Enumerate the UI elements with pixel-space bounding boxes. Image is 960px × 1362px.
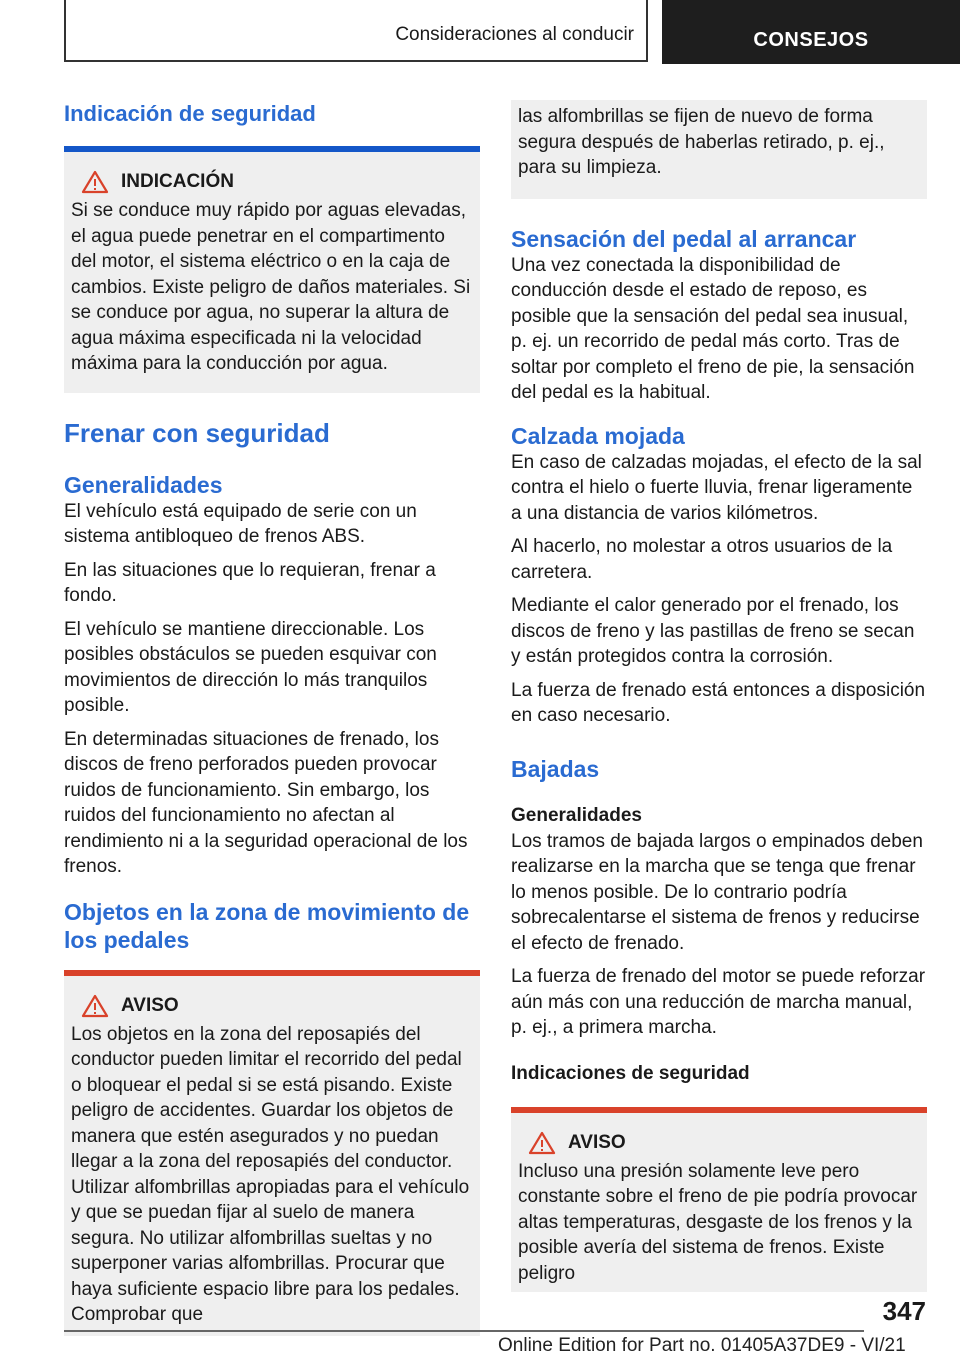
notice-text: Si se conduce muy rápido por aguas elevadas, el agua puede penetrar en el compartimento del motor, el sistema eléctrico o en la caja de cambios. Existe peligro de daños materiales. Si se conduce por agua, no superar la altura de agua máxima especificada ni la velocidad máxima para la conducción por agua. — [71, 200, 471, 374]
warning-text: Incluso una presión solamente leve pero constante sobre el freno de pie podría provocar altas temperaturas, desgaste de los frenos y la posible avería del sistema de frenos. Existe peligro — [518, 1160, 918, 1284]
downhill-subheading: Generalidades — [511, 804, 642, 826]
warning-text: Los objetos en la zona del reposapiés del conductor pueden limitar el recorrido del pedal o bloquear el pedal si se está pisando. Existe peligro de accidentes. Guardar los objetos de manera que estén asegurados y no puedan llegar a la zona del reposapiés del conductor. Utilizar alfombrillas apropiadas para el vehículo y que se puedan fijar al suelo de manera segura. No utilizar alfombrillas sueltas y no superponer varias alfombrillas. Procurar que haya suficiente espacio libre para los pedales. Comprobar que — [71, 1023, 470, 1325]
wet-road-heading: Calzada mojada — [511, 422, 685, 449]
paragraph: En caso de calzadas mojadas, el efecto de la sal contra el hielo o fuerte lluvia, frenar ligeramente a una distancia de varios kilómetros. — [511, 451, 922, 524]
header-section-title — [64, 0, 648, 62]
pedal-heading: Sensación del pedal al arrancar — [511, 225, 857, 252]
downhill-heading: Bajadas — [511, 755, 600, 782]
warning-triangle-icon — [81, 170, 109, 194]
paragraph: En determinadas situaciones de frenado, los discos de freno perforados pueden provocar ruidos de funcionamiento. Sin embargo, los ruidos del funcionamiento no afectan al rendimiento ni a la seguridad operacional de los frenos. — [64, 728, 468, 877]
footer-edition: Online Edition for Part no. 01405A37DE9 - VI/21 — [498, 1335, 906, 1356]
header-tab-label: CONSEJOS — [753, 29, 869, 51]
notice-title-row — [71, 170, 473, 194]
paragraph: Los tramos de bajada largos o empinados deben realizarse en la marcha que se tenga que frenar lo menos posible. De lo contrario podría sobrecalentarse el sistema de frenos y reducirse el efecto de frenado. — [511, 830, 923, 954]
safety-subheading: Indicaciones de seguridad — [511, 1062, 750, 1084]
warning-continuation-text: las alfombrillas se fijen de nuevo de forma segura después de haberlas retirado, p. ej., para su limpieza. — [518, 106, 885, 178]
warning-title-row — [71, 994, 473, 1018]
right-column — [511, 100, 927, 1292]
left-column — [64, 100, 480, 1336]
header-section-label: Consideraciones al conducir — [395, 24, 634, 45]
brake-heading: Frenar con seguridad — [64, 417, 330, 448]
notice-title: INDICACIÓN — [121, 171, 234, 192]
footer-rule — [64, 1330, 864, 1332]
paragraph: Mediante el calor generado por el frenado, los discos de freno y las pastillas de freno se secan y están protegidos contra la corrosión. — [511, 595, 915, 667]
objects-heading: Objetos en la zona de movimiento de los pedales — [64, 898, 470, 953]
warning-title: AVISO — [121, 994, 179, 1016]
paragraph: Al hacerlo, no molestar a otros usuarios de la carretera. — [511, 536, 893, 583]
page-number: 347 — [882, 1296, 926, 1326]
safety-heading: Indicación de seguridad — [64, 101, 316, 126]
paragraph: La fuerza de frenado del motor se puede reforzar aún más con una reducción de marcha manual, p. ej., a primera marcha. — [511, 966, 926, 1038]
header-chapter-tab — [662, 0, 960, 64]
paragraph: La fuerza de frenado está entonces a disposición en caso necesario. — [511, 679, 926, 726]
paragraph: En las situaciones que lo requieran, frenar a fondo. — [64, 559, 436, 606]
paragraph: El vehículo está equipado de serie con un sistema antibloqueo de frenos ABS. — [64, 500, 417, 547]
warning-triangle-icon — [81, 994, 109, 1018]
warning-box-continued — [511, 100, 927, 199]
paragraph: Una vez conectada la disponibilidad de conducción desde el estado de reposo, es posible que la sensación del pedal sea inusual, p. ej. un recorrido de pedal más corto. Tras de soltar por completo el freno de pie, la sensación del pedal es la habitual. — [511, 254, 915, 403]
general-heading: Generalidades — [64, 471, 223, 498]
warning-title-row — [518, 1131, 920, 1155]
warning-title: AVISO — [568, 1131, 626, 1153]
warning-box — [64, 976, 480, 1336]
warning-box — [511, 1113, 927, 1293]
warning-triangle-icon — [528, 1131, 556, 1155]
paragraph: El vehículo se mantiene direccionable. Los posibles obstáculos se pueden esquivar con movimientos de dirección lo más tranquilos posible. — [64, 618, 437, 716]
notice-box — [64, 152, 480, 393]
